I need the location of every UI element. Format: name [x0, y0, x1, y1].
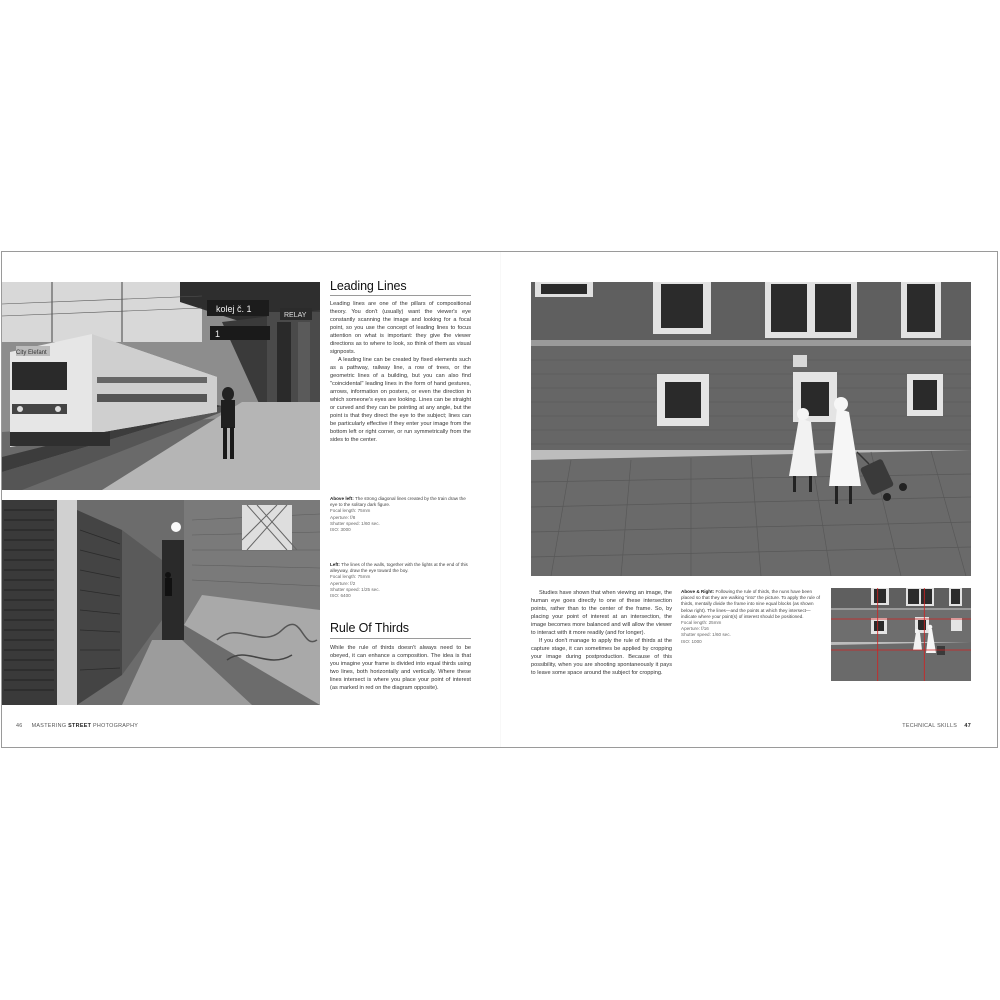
photo-nuns-thirds-diagram: [831, 588, 971, 681]
leading-lines-body: [330, 300, 471, 444]
rule-of-thirds-paragraph-1: While the rule of thirds doesn't always need to be obeyed, it can enhance a composition. The idea is that you imagine your frame is divided into equal thirds using two lines, both horizontally and vertically. Where these lines intersect is where you place your point of interest (as marked in red on the diagram opposite).: [330, 645, 471, 691]
caption-meta: Aperture: f/8: [330, 514, 356, 520]
caption-meta: Focal length: 25mm: [681, 620, 722, 626]
folio-title-post: PHOTOGRAPHY: [91, 723, 139, 729]
caption-meta: ISO: 1000: [681, 638, 702, 644]
train-sign-text: kolej č. 1: [216, 304, 252, 314]
folio-title-right: TECHNICAL SKILLS: [902, 723, 958, 729]
page-number-right: 47: [964, 723, 971, 729]
spine-gutter: [500, 252, 501, 747]
leading-lines-paragraph-2: A leading line can be created by fixed elements such as a pathway, railway line, a row of trees, or the geometric lines of a building, but you can also find "coincidental" leading lines in the form of hand gestures, arrows, information on posters, or even the direction in which someone's eyes are looking. Lines can be straight or curved and they can be pointing at any angle, but the point is that they direct the eye to the subject; lines can be particularly effective if they enter your image from the bottom left or right corner, or run symmetrically from the sides to the center.: [330, 357, 471, 443]
caption-left-text: The lines of the walls, together with the lights at the end of this alleyway, draw the eye toward the boy.: [330, 562, 468, 574]
caption-above-right-label: Above & Right:: [681, 589, 715, 594]
relay-sign-text: RELAY: [284, 312, 307, 319]
heading-rule-leading-lines: [330, 295, 471, 296]
rule-of-thirds-body: [330, 644, 471, 692]
caption-meta: Focal length: 75mm: [330, 574, 371, 580]
heading-rule-rule-of-thirds: [330, 638, 471, 639]
train-station-illustration: [2, 282, 320, 490]
book-spread: [1, 251, 998, 748]
right-body-paragraph-1: Studies have shown that when viewing an image, the human eye goes directly to one of these intersection points, rather than to the center of the frame. So, by placing your point of interest at an intersection, the image becomes more balanced and will allow the viewer to interact with it more readily (and for longer).: [531, 590, 672, 636]
heading-leading-lines: Leading Lines: [330, 279, 407, 293]
caption-above-right-text: Following the rule of thirds, the nuns have been placed so that they are walking "into" the picture. To apply the rule of thirds, mentally divide the frame into nine equal blocks (as shown below right). The lines—and the points at which they intersect—indicate where your point(s) of interest should be positioned.: [681, 589, 821, 619]
photo-train-station: [2, 282, 320, 490]
folio-left: [16, 723, 138, 730]
caption-meta: Shutter speed: 1/60 sec.: [681, 632, 731, 638]
heading-rule-of-thirds: Rule Of Thirds: [330, 621, 409, 635]
caption-meta: Aperture: f/16: [681, 626, 709, 632]
folio-right: [902, 723, 971, 730]
caption-above-right: [681, 589, 823, 645]
folio-title-bold: STREET: [68, 723, 92, 729]
caption-meta: Focal length: 75mm: [330, 508, 371, 514]
alleyway-illustration: [2, 500, 320, 705]
caption-above-left-label: Above left:: [330, 496, 354, 501]
page-number-left: 46: [16, 723, 23, 729]
caption-meta: ISO: 6400: [330, 593, 351, 599]
nuns-illustration: [531, 282, 971, 576]
photo-alleyway: [2, 500, 320, 705]
thirds-diagram-illustration: [831, 588, 971, 681]
platform-number-text: 1: [215, 329, 221, 339]
caption-left-label: Left:: [330, 562, 340, 567]
caption-left: [330, 562, 471, 599]
leading-lines-paragraph-1: Leading lines are one of the pillars of compositional theory. You don't (usually) want the viewer's eye constantly scanning the image and looking for a focal point, so you use the concept of leading lines to focus attention on what is important: they give the viewer directions as to where to look, so think of them as visual signposts.: [330, 301, 471, 355]
caption-meta: Shutter speed: 1/60 sec.: [330, 520, 380, 526]
folio-title-pre: MASTERING: [31, 723, 69, 729]
caption-meta: Aperture: f/2: [330, 580, 356, 586]
right-page-body: [531, 589, 672, 677]
right-body-paragraph-2: If you don't manage to apply the rule of thirds at the capture stage, it can sometimes be applied by cropping your image during postproduction. Because of this possibility, when you are shooting spontaneously it pays to leave some space around the subject for cropping.: [531, 638, 672, 676]
caption-meta: ISO: 3000: [330, 527, 351, 533]
photo-nuns: [531, 282, 971, 576]
caption-above-left-text: The strong diagonal lines created by the train draw the eye to the solitary dark figure.: [330, 496, 466, 508]
caption-above-left: [330, 496, 471, 533]
train-livery-text: City Elefant: [16, 350, 47, 356]
caption-meta: Shutter speed: 1/25 sec.: [330, 586, 380, 592]
